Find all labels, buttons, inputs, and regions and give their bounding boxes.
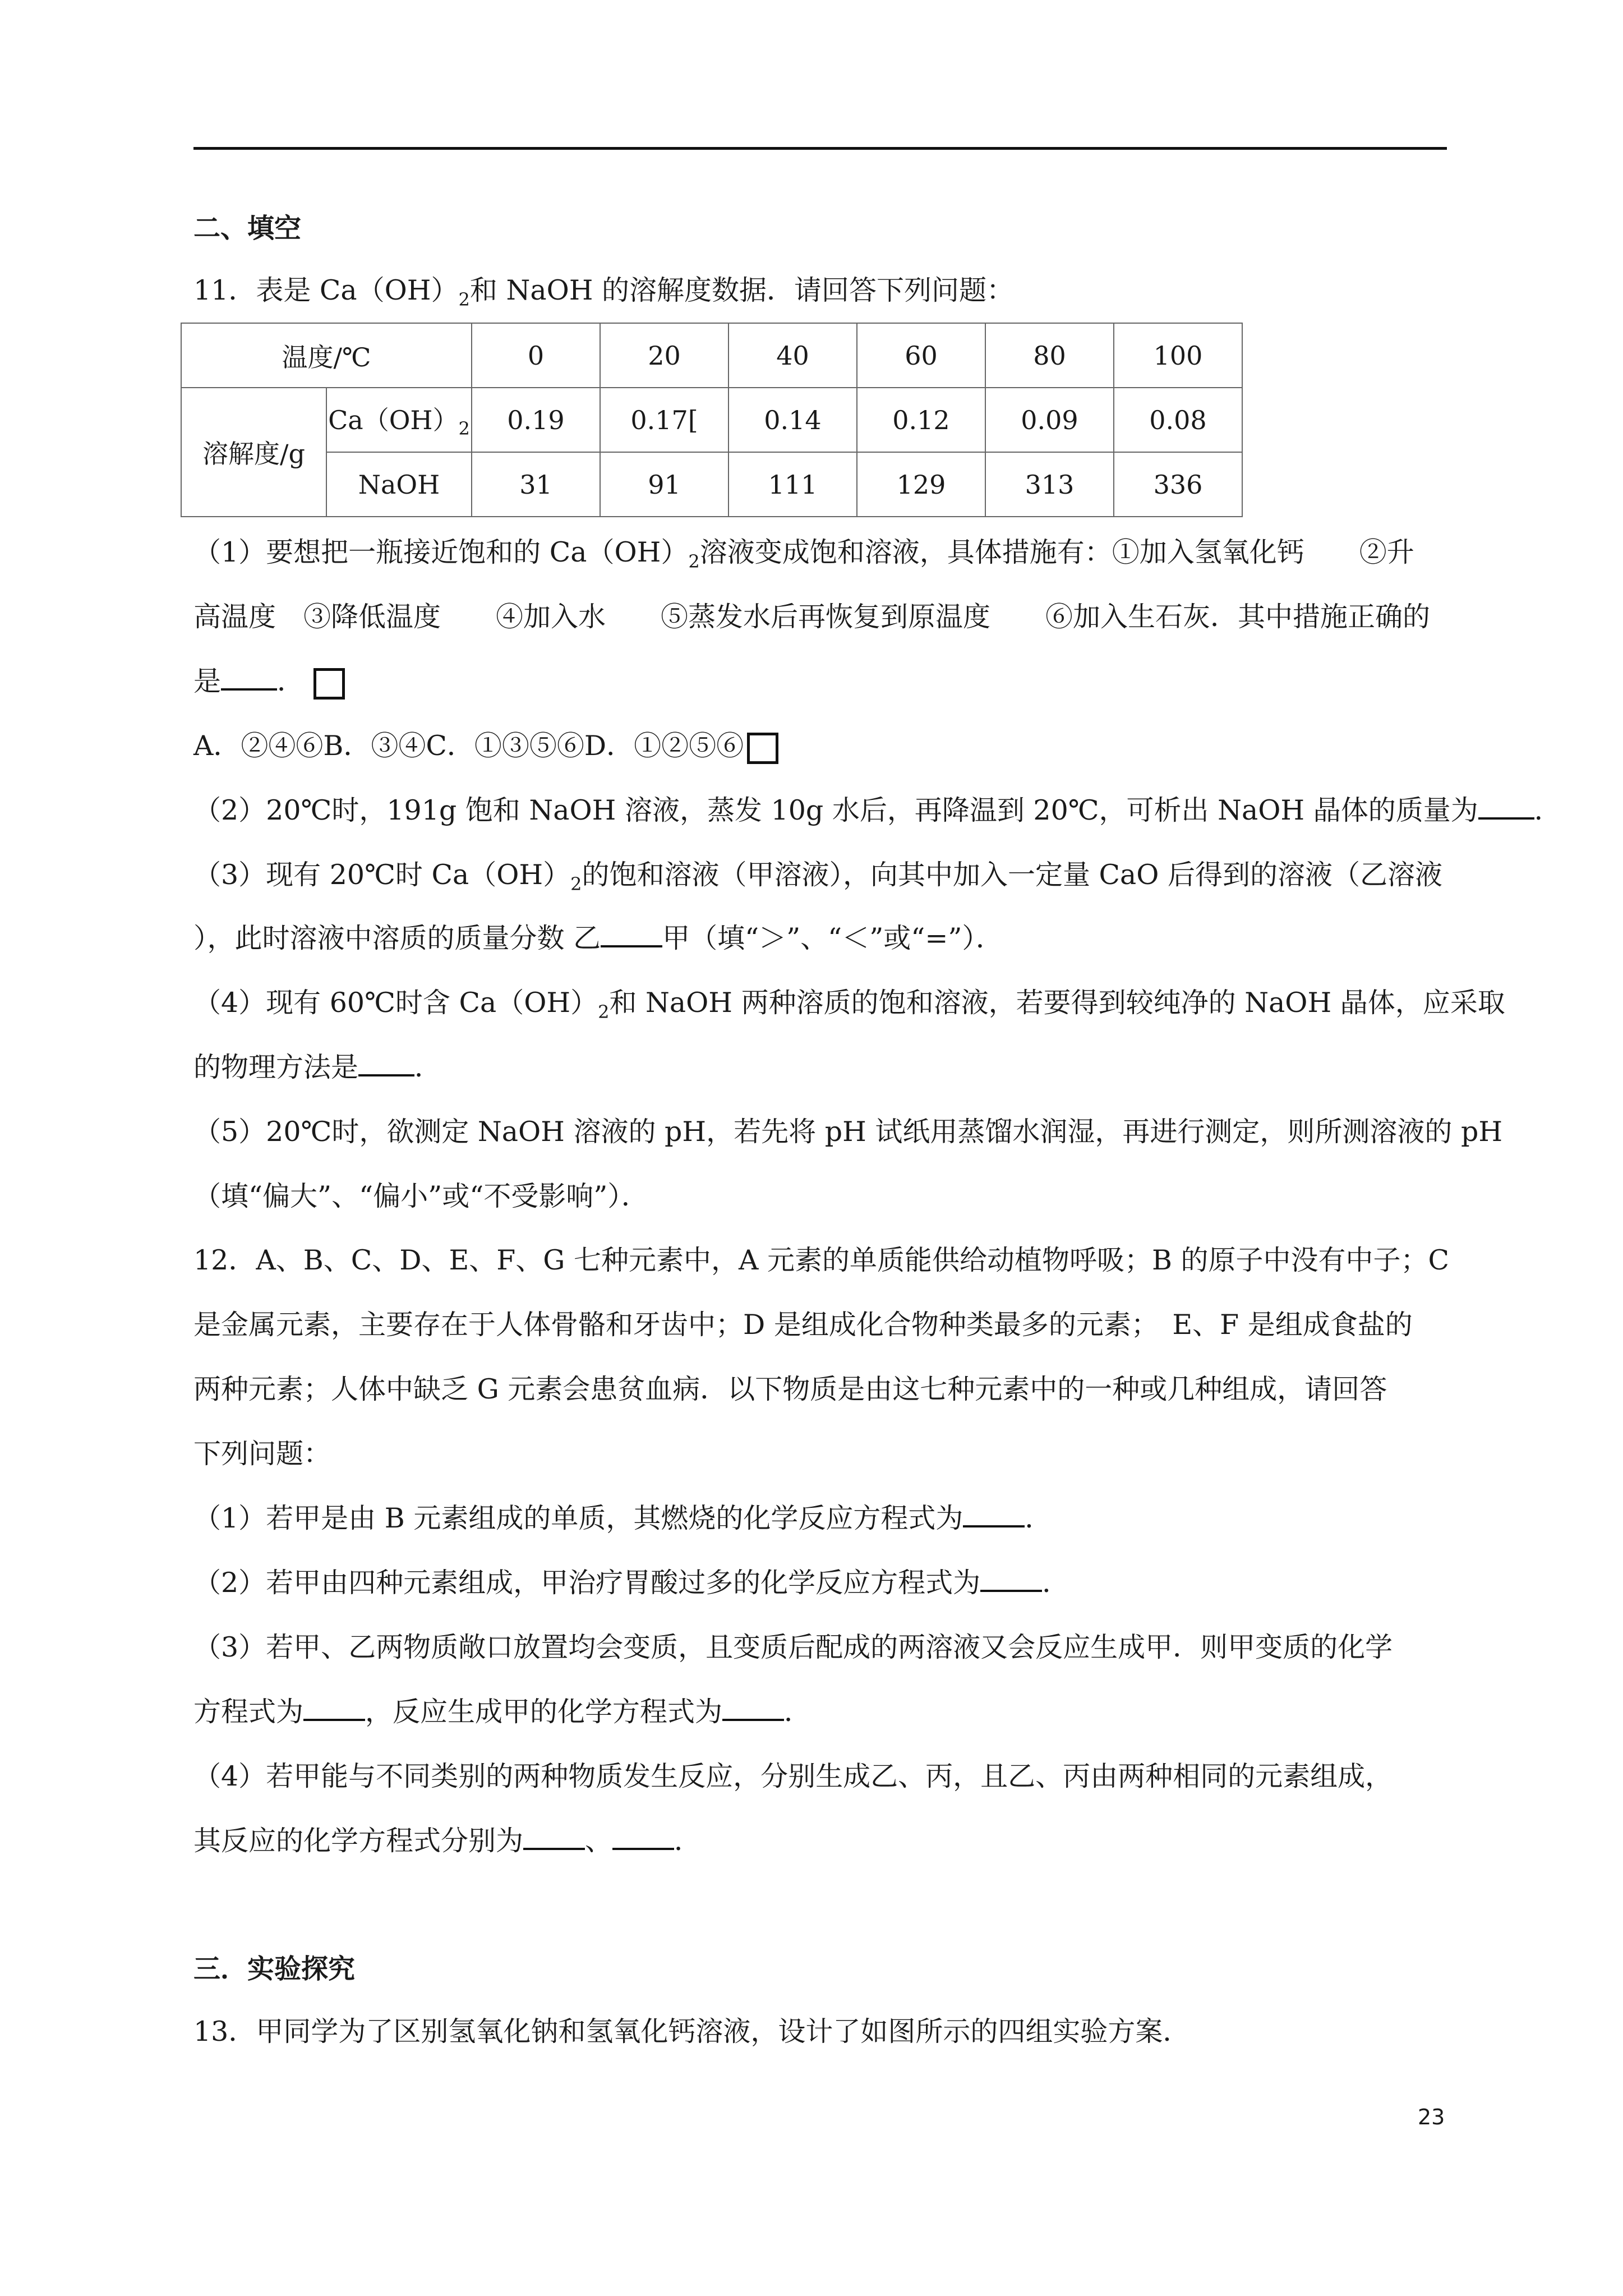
naoh-value-cell: 91: [600, 452, 728, 517]
q11-intro: 11．表是 $Ca(OH)_2$和 NaOH 的溶解度数据．请回答下列问题：: [193, 274, 1015, 310]
naoh-value-cell: 31: [472, 452, 600, 517]
q12-part3-line1: （3）若甲、乙两物质敞口放置均会变质，且变质后配成的两溶液又会反应生成甲．则甲变质的化学: [193, 1631, 1393, 1663]
q11-part4-line1: （4）现有 60℃时含 $Ca(OH)_2$和 NaOH 两种溶质的饱和溶液，若要得到较纯净的 NaOH 晶体，应采取: [193, 987, 1505, 1023]
caoh-value-cell: 0.19: [472, 388, 600, 452]
temp-cell: 80: [985, 323, 1114, 388]
q12-line2: 是金属元素，主要存在于人体骨骼和牙齿中；D 是组成化合物种类最多的元素； E、F 是组成食盐的: [193, 1309, 1413, 1341]
q12-part2: （2）若甲由四种元素组成，甲治疗胃酸过多的化学反应方程式为 ．: [193, 1567, 1070, 1599]
q11-part3-line2: ），此时溶液中溶质的质量分数 乙 甲（填“＞”、“＜”或“=”）．: [193, 922, 1003, 954]
answer-blank[interactable]: [303, 1696, 365, 1721]
naoh-value-cell: 129: [857, 452, 985, 517]
naoh-value-cell: 336: [1114, 452, 1242, 517]
q11-part5-line1: （5）20℃时，欲测定 NaOH 溶液的 pH，若先将 pH 试纸用蒸馏水润湿，再进行测定，则所测溶液的 pH: [193, 1116, 1503, 1148]
temp-cell: 20: [600, 323, 728, 388]
caoh-value-cell: 0.12: [857, 388, 985, 452]
answer-blank[interactable]: [601, 923, 662, 947]
table-row: [181, 452, 1242, 517]
section-heading-fill-in: 二、填空: [193, 213, 302, 244]
q11-part1-line2: 高温度 ③降低温度 ④加入水 ⑤蒸发水后再恢复到原温度 ⑥加入生石灰．其中措施正确的: [193, 601, 1431, 633]
q12-part1: （1）若甲是由 B 元素组成的单质，其燃烧的化学反应方程式为 ．: [193, 1502, 1053, 1534]
answer-blank[interactable]: [722, 1696, 784, 1721]
answer-blank[interactable]: [1478, 795, 1534, 820]
caoh-value-cell: 0.09: [985, 388, 1114, 452]
naoh-value-cell: 111: [728, 452, 857, 517]
answer-blank[interactable]: [221, 666, 277, 691]
q11-part4-line2: 的物理方法是 ．: [193, 1051, 442, 1083]
answer-blank[interactable]: [980, 1567, 1042, 1592]
caoh-value-cell: 0.08: [1114, 388, 1242, 452]
q12-part4-line2: 其反应的化学方程式分别为 、 ．: [193, 1825, 702, 1857]
section-heading-experiment: 三．实验探究: [193, 1953, 356, 1985]
q12-part3-line2: 方程式为 ，反应生成甲的化学方程式为 ．: [193, 1696, 812, 1728]
caoh-value-cell: 0.14: [728, 388, 857, 452]
header-rule: [193, 147, 1447, 150]
solubility-label-cell: 溶解度/g: [181, 388, 326, 517]
q12-part4-line1: （4）若甲能与不同类别的两种物质发生反应，分别生成乙、丙，且乙、丙由两种相同的元素组成，: [193, 1760, 1393, 1792]
solubility-table: [181, 323, 1243, 517]
page-number: 23: [1418, 2105, 1445, 2129]
answer-box[interactable]: [747, 733, 778, 764]
q12-line1: 12．A、B、C、D、E、F、G 七种元素中，A 元素的单质能供给动植物呼吸；B 的原子中没有中子；C: [193, 1244, 1450, 1276]
q11-choices: A．②④⑥B．③④C．①③⑤⑥D．①②⑤⑥: [193, 729, 778, 764]
answer-blank[interactable]: [963, 1503, 1025, 1527]
caoh-value-cell: 0.17[: [600, 388, 728, 452]
q12-line4: 下列问题：: [193, 1438, 331, 1470]
temp-cell: 60: [857, 323, 985, 388]
naoh-label-cell: NaOH: [326, 452, 472, 517]
q11-part3-line1: （3）现有 20℃时 $Ca(OH)_2$的饱和溶液（甲溶液），向其中加入一定量 CaO 后得到的溶液（乙溶液: [193, 859, 1442, 895]
q11-part2: （2）20℃时，191g 饱和 NaOH 溶液，蒸发 10g 水后，再降温到 20℃，可析出 NaOH 晶体的质量为 ．: [193, 794, 1562, 826]
temp-cell: 0: [472, 323, 600, 388]
q13-line1: 13．甲同学为了区别氢氧化钠和氢氧化钙溶液，设计了如图所示的四组实验方案．: [193, 2016, 1191, 2047]
temp-cell: 100: [1114, 323, 1242, 388]
caoh-label-cell: $Ca(OH)_2$: [326, 388, 472, 452]
q11-part5-line2: （填“偏大”、“偏小”或“不受影响”）．: [193, 1180, 649, 1212]
answer-blank[interactable]: [523, 1825, 585, 1850]
answer-blank[interactable]: [358, 1052, 414, 1076]
naoh-value-cell: 313: [985, 452, 1114, 517]
table-row: [181, 388, 1242, 452]
answer-blank[interactable]: [612, 1825, 674, 1850]
table-row: [181, 323, 1242, 388]
temp-header-cell: 温度/℃: [181, 323, 472, 388]
temp-cell: 40: [728, 323, 857, 388]
q11-part1-line3: 是 ．: [193, 665, 345, 700]
answer-box[interactable]: [313, 668, 345, 700]
q12-line3: 两种元素；人体中缺乏 G 元素会患贫血病．以下物质是由这七种元素中的一种或几种组成，请回答: [193, 1373, 1387, 1405]
q11-part1-line1: （1）要想把一瓶接近饱和的 $Ca(OH)_2$溶液变成饱和溶液，具体措施有：①加入氢氧化钙 ②升: [193, 536, 1414, 572]
